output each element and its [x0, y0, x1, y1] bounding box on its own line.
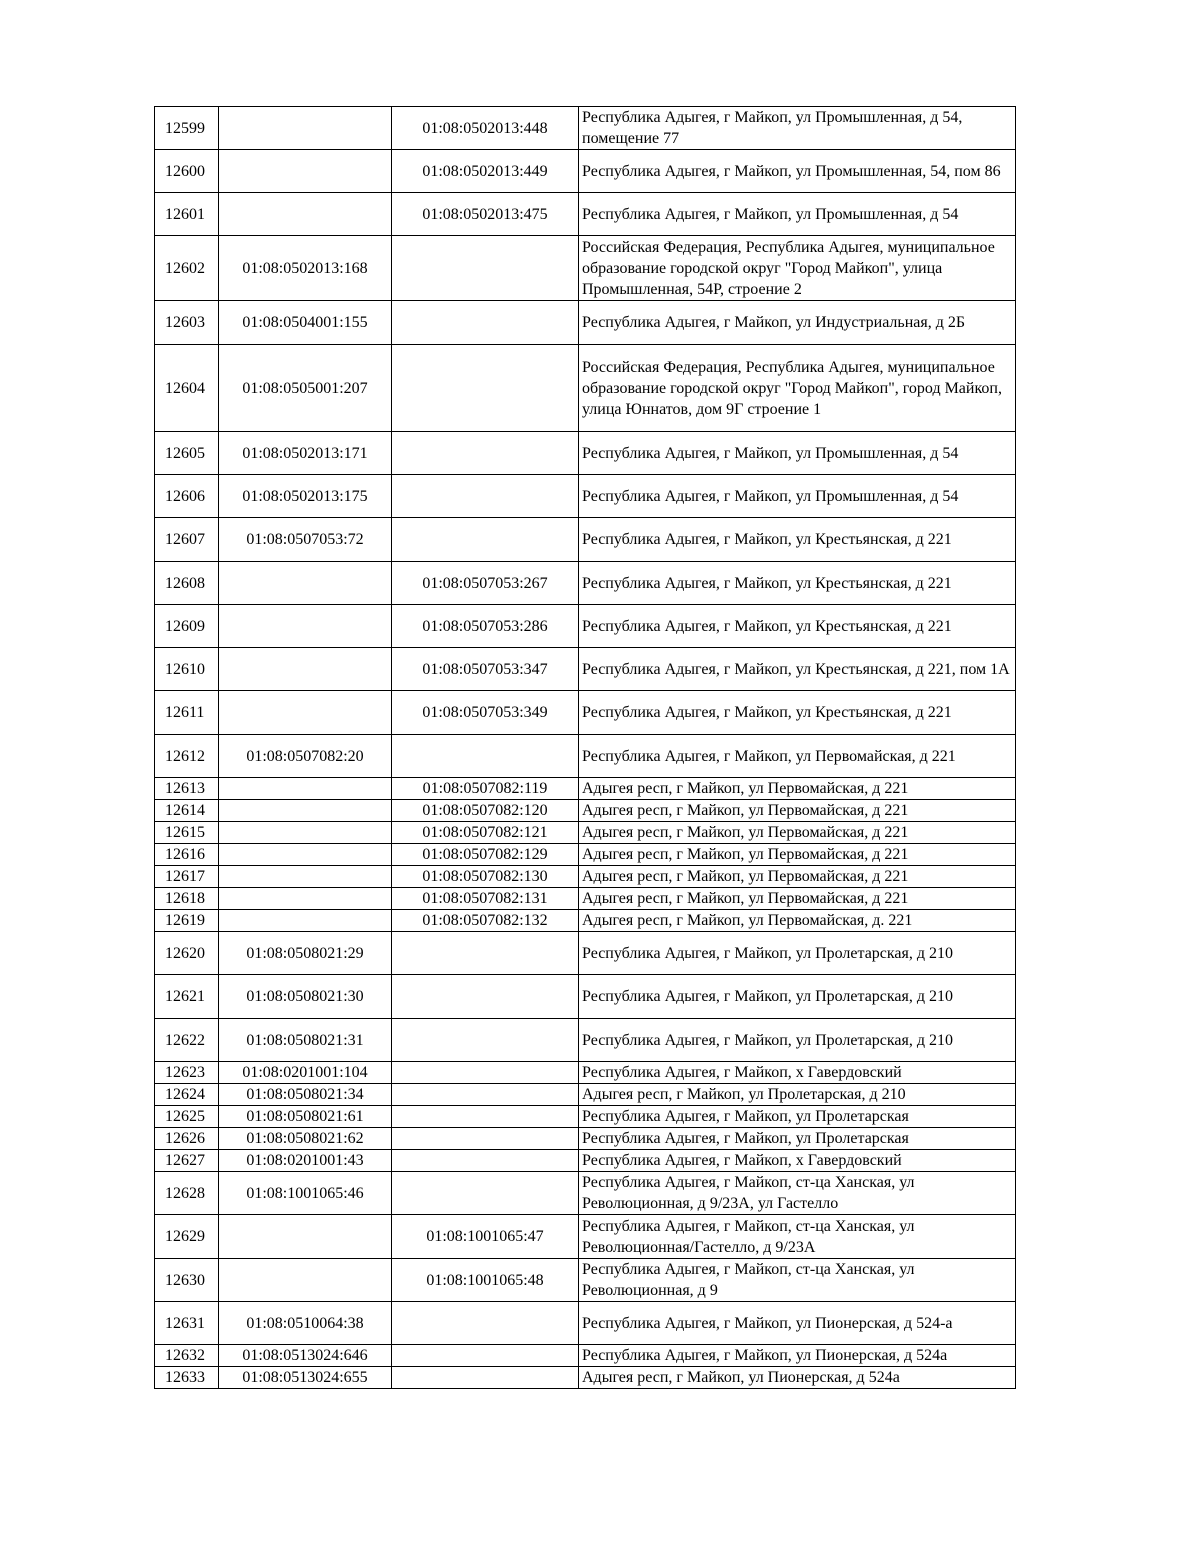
cadastral-number-cell: [219, 648, 392, 691]
row-number-cell: 12609: [155, 605, 219, 648]
cadastral-number-cell: [219, 822, 392, 844]
row-number-cell: 12614: [155, 800, 219, 822]
address-cell: Республика Адыгея, г Майкоп, ул Пролетарская, д 210: [579, 975, 1016, 1019]
cadastral-number-cell: 01:08:0508021:34: [219, 1084, 392, 1106]
cadastral-number-cell: [219, 562, 392, 605]
cadastral-number-secondary-cell: 01:08:0507053:349: [392, 691, 579, 735]
table-row: [155, 605, 1016, 648]
cadastral-number-secondary-cell: 01:08:0507053:286: [392, 605, 579, 648]
address-cell: Республика Адыгея, г Майкоп, ул Индустриальная, д 2Б: [579, 301, 1016, 345]
cadastral-number-cell: [219, 691, 392, 735]
table-row: [155, 1172, 1016, 1215]
cadastral-number-secondary-cell: 01:08:0507082:129: [392, 844, 579, 866]
table-row: [155, 1259, 1016, 1302]
address-cell: Республика Адыгея, г Майкоп, ул Пролетарская: [579, 1106, 1016, 1128]
table-row: [155, 691, 1016, 735]
table-row: [155, 475, 1016, 518]
row-number-cell: 12628: [155, 1172, 219, 1215]
cadastral-number-cell: [219, 1259, 392, 1302]
address-cell: Республика Адыгея, г Майкоп, ул Промышленная, д 54: [579, 475, 1016, 518]
cadastral-number-secondary-cell: [392, 1302, 579, 1345]
cadastral-number-secondary-cell: [392, 1345, 579, 1367]
row-number-cell: 12601: [155, 193, 219, 236]
address-cell: Адыгея респ, г Майкоп, ул Первомайская, д 221: [579, 822, 1016, 844]
address-cell: Республика Адыгея, г Майкоп, ул Крестьянская, д 221: [579, 691, 1016, 735]
cadastral-number-cell: [219, 107, 392, 150]
table-row: [155, 1019, 1016, 1062]
address-cell: Республика Адыгея, г Майкоп, ул Пионерская, д 524а: [579, 1345, 1016, 1367]
cadastral-number-secondary-cell: 01:08:1001065:48: [392, 1259, 579, 1302]
row-number-cell: 12632: [155, 1345, 219, 1367]
row-number-cell: 12613: [155, 778, 219, 800]
cadastral-number-cell: 01:08:0507082:20: [219, 735, 392, 778]
address-cell: Республика Адыгея, г Майкоп, ул Крестьянская, д 221: [579, 605, 1016, 648]
row-number-cell: 12625: [155, 1106, 219, 1128]
cadastral-number-secondary-cell: [392, 432, 579, 475]
row-number-cell: 12616: [155, 844, 219, 866]
table-row: [155, 1345, 1016, 1367]
address-cell: Республика Адыгея, г Майкоп, ул Пролетарская: [579, 1128, 1016, 1150]
cadastral-number-secondary-cell: 01:08:0507082:132: [392, 910, 579, 932]
table-row: [155, 910, 1016, 932]
table-row: [155, 866, 1016, 888]
cadastral-number-secondary-cell: [392, 236, 579, 301]
address-cell: Адыгея респ, г Майкоп, ул Первомайская, д 221: [579, 888, 1016, 910]
row-number-cell: 12633: [155, 1367, 219, 1389]
cadastral-number-cell: [219, 800, 392, 822]
cadastral-number-secondary-cell: 01:08:0507082:121: [392, 822, 579, 844]
cadastral-number-cell: 01:08:0510064:38: [219, 1302, 392, 1345]
cadastral-number-secondary-cell: [392, 345, 579, 432]
row-number-cell: 12629: [155, 1215, 219, 1259]
cadastral-number-secondary-cell: [392, 1106, 579, 1128]
cadastral-number-secondary-cell: [392, 1367, 579, 1389]
table-row: [155, 778, 1016, 800]
cadastral-number-secondary-cell: [392, 1150, 579, 1172]
address-cell: Республика Адыгея, г Майкоп, ул Промышленная, 54, пом 86: [579, 150, 1016, 193]
address-cell: Республика Адыгея, г Майкоп, ул Крестьянская, д 221, пом 1А: [579, 648, 1016, 691]
property-registry-table: [154, 106, 1016, 1389]
address-cell: Адыгея респ, г Майкоп, ул Первомайская, д 221: [579, 778, 1016, 800]
address-cell: Республика Адыгея, г Майкоп, ул Крестьянская, д 221: [579, 562, 1016, 605]
row-number-cell: 12621: [155, 975, 219, 1019]
row-number-cell: 12626: [155, 1128, 219, 1150]
row-number-cell: 12612: [155, 735, 219, 778]
address-cell: Республика Адыгея, г Майкоп, ст-ца Ханская, ул Революционная, д 9: [579, 1259, 1016, 1302]
cadastral-number-cell: [219, 150, 392, 193]
registry-table-body: [155, 107, 1016, 1389]
row-number-cell: 12615: [155, 822, 219, 844]
cadastral-number-secondary-cell: 01:08:0507053:347: [392, 648, 579, 691]
row-number-cell: 12622: [155, 1019, 219, 1062]
table-row: [155, 975, 1016, 1019]
row-number-cell: 12610: [155, 648, 219, 691]
cadastral-number-secondary-cell: [392, 301, 579, 345]
address-cell: Республика Адыгея, г Майкоп, ул Промышленная, д 54: [579, 193, 1016, 236]
row-number-cell: 12620: [155, 932, 219, 975]
row-number-cell: 12611: [155, 691, 219, 735]
cadastral-number-cell: [219, 866, 392, 888]
table-row: [155, 1128, 1016, 1150]
table-row: [155, 1106, 1016, 1128]
table-row: [155, 236, 1016, 301]
table-row: [155, 1062, 1016, 1084]
cadastral-number-secondary-cell: 01:08:0507053:267: [392, 562, 579, 605]
row-number-cell: 12600: [155, 150, 219, 193]
cadastral-number-secondary-cell: 01:08:0507082:120: [392, 800, 579, 822]
table-row: [155, 822, 1016, 844]
address-cell: Республика Адыгея, г Майкоп, ул Промышленная, д 54, помещение 77: [579, 107, 1016, 150]
row-number-cell: 12618: [155, 888, 219, 910]
cadastral-number-cell: 01:08:0508021:31: [219, 1019, 392, 1062]
cadastral-number-secondary-cell: [392, 932, 579, 975]
table-row: [155, 562, 1016, 605]
table-row: [155, 1302, 1016, 1345]
cadastral-number-cell: [219, 193, 392, 236]
table-row: [155, 932, 1016, 975]
cadastral-number-secondary-cell: 01:08:0502013:448: [392, 107, 579, 150]
table-row: [155, 150, 1016, 193]
cadastral-number-secondary-cell: [392, 1019, 579, 1062]
address-cell: Республика Адыгея, г Майкоп, ст-ца Ханская, ул Революционная/Гастелло, д 9/23А: [579, 1215, 1016, 1259]
cadastral-number-secondary-cell: [392, 735, 579, 778]
cadastral-number-secondary-cell: [392, 975, 579, 1019]
row-number-cell: 12630: [155, 1259, 219, 1302]
address-cell: Республика Адыгея, г Майкоп, ул Крестьянская, д 221: [579, 518, 1016, 562]
table-row: [155, 800, 1016, 822]
cadastral-number-secondary-cell: [392, 518, 579, 562]
row-number-cell: 12623: [155, 1062, 219, 1084]
table-row: [155, 1084, 1016, 1106]
row-number-cell: 12607: [155, 518, 219, 562]
table-row: [155, 1215, 1016, 1259]
table-row: [155, 735, 1016, 778]
cadastral-number-cell: 01:08:1001065:46: [219, 1172, 392, 1215]
table-row: [155, 193, 1016, 236]
cadastral-number-secondary-cell: [392, 1062, 579, 1084]
table-row: [155, 345, 1016, 432]
cadastral-number-cell: 01:08:0508021:30: [219, 975, 392, 1019]
cadastral-number-cell: 01:08:0502013:171: [219, 432, 392, 475]
cadastral-number-secondary-cell: 01:08:0507082:131: [392, 888, 579, 910]
address-cell: Республика Адыгея, г Майкоп, ул Промышленная, д 54: [579, 432, 1016, 475]
table-row: [155, 432, 1016, 475]
row-number-cell: 12631: [155, 1302, 219, 1345]
cadastral-number-cell: 01:08:0502013:168: [219, 236, 392, 301]
cadastral-number-secondary-cell: [392, 475, 579, 518]
address-cell: Республика Адыгея, г Майкоп, ул Пролетарская, д 210: [579, 1019, 1016, 1062]
row-number-cell: 12627: [155, 1150, 219, 1172]
cadastral-number-cell: 01:08:0508021:29: [219, 932, 392, 975]
address-cell: Адыгея респ, г Майкоп, ул Первомайская, д 221: [579, 800, 1016, 822]
row-number-cell: 12603: [155, 301, 219, 345]
cadastral-number-secondary-cell: 01:08:0502013:475: [392, 193, 579, 236]
cadastral-number-cell: 01:08:0505001:207: [219, 345, 392, 432]
address-cell: Адыгея респ, г Майкоп, ул Первомайская, д 221: [579, 844, 1016, 866]
cadastral-number-secondary-cell: [392, 1084, 579, 1106]
cadastral-number-cell: [219, 844, 392, 866]
address-cell: Республика Адыгея, г Майкоп, х Гавердовский: [579, 1150, 1016, 1172]
row-number-cell: 12605: [155, 432, 219, 475]
cadastral-number-secondary-cell: [392, 1172, 579, 1215]
address-cell: Российская Федерация, Республика Адыгея, муниципальное образование городской округ "Город Майкоп", улица Промышленная, 54Р, строение 2: [579, 236, 1016, 301]
row-number-cell: 12619: [155, 910, 219, 932]
table-row: [155, 1367, 1016, 1389]
cadastral-number-cell: [219, 910, 392, 932]
cadastral-number-cell: 01:08:0201001:43: [219, 1150, 392, 1172]
row-number-cell: 12608: [155, 562, 219, 605]
cadastral-number-cell: 01:08:0201001:104: [219, 1062, 392, 1084]
row-number-cell: 12604: [155, 345, 219, 432]
cadastral-number-cell: 01:08:0507053:72: [219, 518, 392, 562]
cadastral-number-cell: [219, 605, 392, 648]
address-cell: Республика Адыгея, г Майкоп, х Гавердовский: [579, 1062, 1016, 1084]
row-number-cell: 12624: [155, 1084, 219, 1106]
table-row: [155, 107, 1016, 150]
address-cell: Республика Адыгея, г Майкоп, ст-ца Ханская, ул Революционная, д 9/23А, ул Гастелло: [579, 1172, 1016, 1215]
row-number-cell: 12599: [155, 107, 219, 150]
cadastral-number-secondary-cell: 01:08:1001065:47: [392, 1215, 579, 1259]
table-row: [155, 648, 1016, 691]
cadastral-number-cell: 01:08:0504001:155: [219, 301, 392, 345]
cadastral-number-secondary-cell: [392, 1128, 579, 1150]
table-row: [155, 301, 1016, 345]
cadastral-number-secondary-cell: 01:08:0507082:130: [392, 866, 579, 888]
cadastral-number-cell: 01:08:0513024:655: [219, 1367, 392, 1389]
row-number-cell: 12602: [155, 236, 219, 301]
cadastral-number-cell: 01:08:0508021:62: [219, 1128, 392, 1150]
table-row: [155, 888, 1016, 910]
cadastral-number-cell: 01:08:0508021:61: [219, 1106, 392, 1128]
address-cell: Республика Адыгея, г Майкоп, ул Пролетарская, д 210: [579, 932, 1016, 975]
table-row: [155, 844, 1016, 866]
row-number-cell: 12606: [155, 475, 219, 518]
cadastral-number-cell: [219, 888, 392, 910]
address-cell: Адыгея респ, г Майкоп, ул Пионерская, д 524а: [579, 1367, 1016, 1389]
cadastral-number-cell: [219, 1215, 392, 1259]
address-cell: Адыгея респ, г Майкоп, ул Пролетарская, д 210: [579, 1084, 1016, 1106]
address-cell: Адыгея респ, г Майкоп, ул Первомайская, д. 221: [579, 910, 1016, 932]
cadastral-number-secondary-cell: 01:08:0502013:449: [392, 150, 579, 193]
table-row: [155, 518, 1016, 562]
cadastral-number-cell: [219, 778, 392, 800]
table-row: [155, 1150, 1016, 1172]
address-cell: Адыгея респ, г Майкоп, ул Первомайская, д 221: [579, 866, 1016, 888]
cadastral-number-cell: 01:08:0502013:175: [219, 475, 392, 518]
address-cell: Российская Федерация, Республика Адыгея, муниципальное образование городской округ "Город Майкоп", город Майкоп, улица Юннатов, дом 9Г строение 1: [579, 345, 1016, 432]
cadastral-number-cell: 01:08:0513024:646: [219, 1345, 392, 1367]
row-number-cell: 12617: [155, 866, 219, 888]
address-cell: Республика Адыгея, г Майкоп, ул Пионерская, д 524-а: [579, 1302, 1016, 1345]
cadastral-number-secondary-cell: 01:08:0507082:119: [392, 778, 579, 800]
address-cell: Республика Адыгея, г Майкоп, ул Первомайская, д 221: [579, 735, 1016, 778]
